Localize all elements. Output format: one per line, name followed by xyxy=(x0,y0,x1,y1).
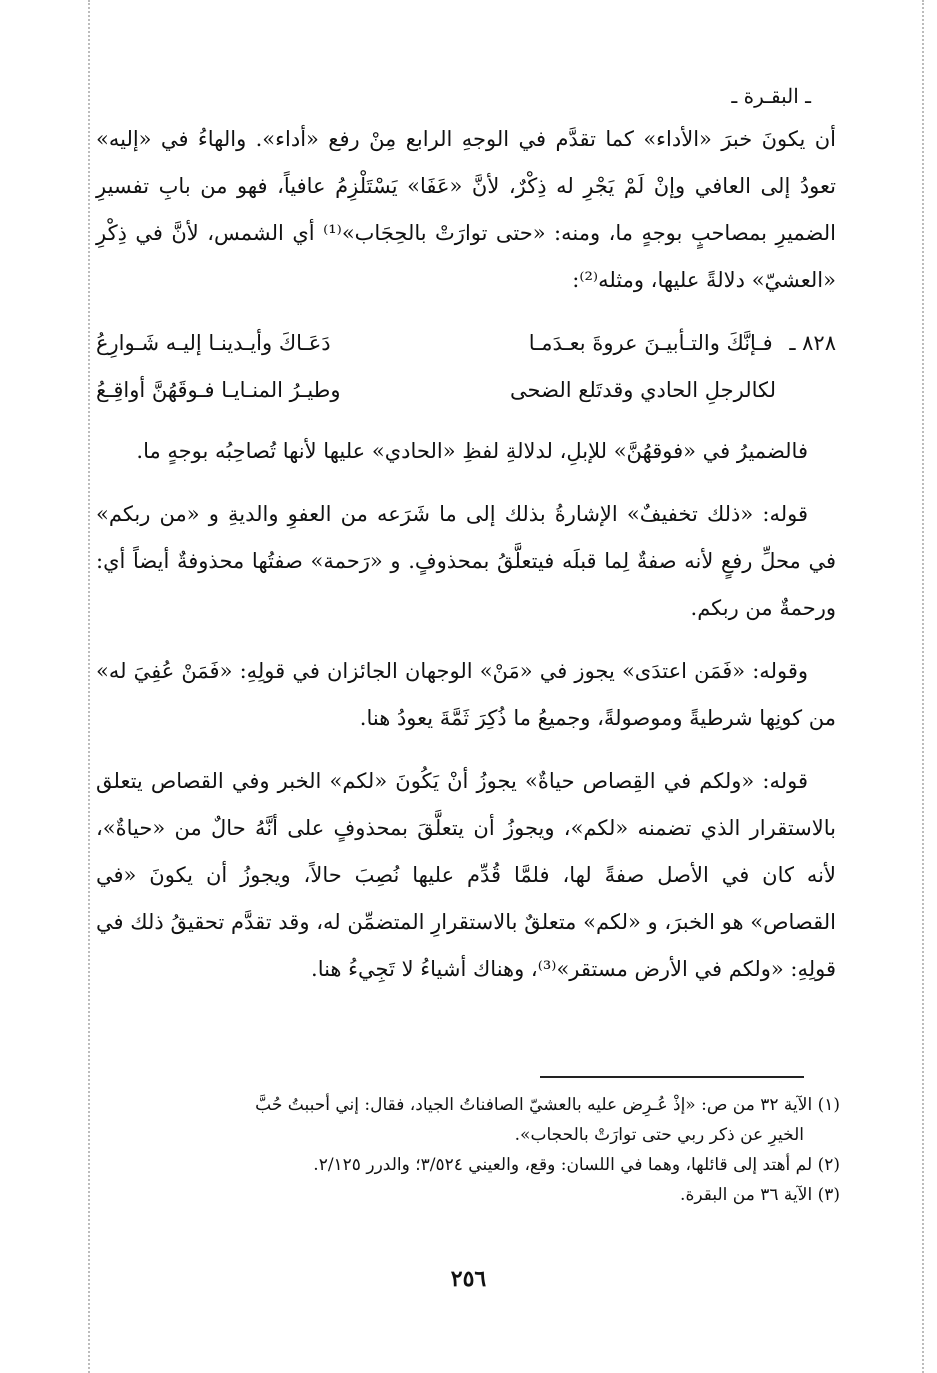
page-number: ٢٥٦ xyxy=(450,1266,487,1292)
paragraph-1: أن يكونَ خبرَ «الأداء» كما تقدَّم في الوجهِ الرابع مِنْ رفع «أداء». والهاءُ في «إليه» تعودُ إلى العافي وإنْ لَمْ يَجْرِ له ذِكْرٌ، لأنَّ «عَفَا» يَسْتَلْزِمُ عافياً، فهو من بابِ تفسيرِ الضميرِ بمصاحبٍ بوجهٍ ما، ومنه: «حتى توارَتْ بالحِجَاب»⁽¹⁾ أي الشمس، لأنَّ في ذِكْرِ «العشيّ» دلالةً عليها، ومثله⁽²⁾: xyxy=(96,127,836,292)
footnote-2: (٢) لم أهتد إلى قائلها، وهما في اللسان: وقع، والعيني ٣/٥٢٤؛ والدرر ٢/١٢٥. xyxy=(313,1155,840,1175)
verse-line-1 xyxy=(96,320,836,367)
footnote-1: (١) الآية ٣٢ من ص: «إذْ عُـرِض عليه بالعشيّ الصافناتُ الجياد، فقال: إني أحببتُ حُبَّ xyxy=(255,1095,840,1115)
running-header: ـ البقـرة ـ xyxy=(731,84,811,108)
poetry-verse xyxy=(96,320,836,414)
footnote-separator xyxy=(540,1076,804,1078)
verse-line-2 xyxy=(96,367,836,414)
paragraph-3: قوله: «ذلك تخفيفٌ» الإشارةُ بذلك إلى ما شَرَعه من العفوِ والديةِ و «من ربكم» في محلِّ رفعٍ لأنه صفةٌ لِما قبلَه فيتعلَّقُ بمحذوفٍ. و «رَحمة» صفتُها محذوفةٌ أيضاً أي: ورحمةٌ من ربكم. xyxy=(96,502,836,620)
verse-hemistich-2a: لكالرجلِ الحادي وقدتَلع الضحى xyxy=(510,378,776,402)
main-text xyxy=(96,116,836,1009)
paragraph-2: فالضميرُ في «فوقهُنَّ» للإبلِ، لدلالةِ لفظِ «الحادي» عليها لأنها تُصاحِبُه بوجهٍ ما. xyxy=(136,439,808,463)
verse-number: ٨٢٨ ـ xyxy=(789,331,836,355)
footnotes xyxy=(150,1090,840,1210)
footnote-1-continued: الخيرِ عن ذكر ربي حتى توارَتْ بالحجاب». xyxy=(514,1125,804,1145)
paragraph-4: وقوله: «فَمَن اعتدَى» يجوز في «مَنْ» الوجهان الجائزان في قولِهِ: «فَمَنْ عُفِيَ له» من كونِها شرطيةً وموصولةً، وجميعُ ما ذُكِرَ ثَمَّةَ يعودُ هنا. xyxy=(96,659,836,730)
scan-edge-left xyxy=(88,0,90,1373)
verse-hemistich-1a: فـإنَّكَ والتـأبيـنَ عروةَ بعـدَمـا xyxy=(528,331,773,355)
scan-edge-right xyxy=(922,0,924,1373)
paragraph-5: قوله: «ولكم في القِصاص حياةٌ» يجوزُ أنْ يَكُونَ «لكم» الخبر وفي القصاص يتعلق بالاستقرار الذي تضمنه «لكم»، ويجوزُ أن يتعلَّقَ بمحذوفٍ على أنَّهُ حالٌ من «حياةٌ»، لأنه كان في الأصل صفةً لها، فلمَّا قُدِّم عليها نُصِبَ حالاً، ويجوزُ أن يكونَ «في القصاص» هو الخبرَ، و «لكم» متعلقٌ بالاستقرارِ المتضمِّن له، وقد تقدَّم تحقيقُ ذلك في قولِهِ: «ولكم في الأرض مستقر»⁽³⁾، وهناك أشياءُ لا تَجِيءُ هنا. xyxy=(96,769,837,981)
footnote-3: (٣) الآية ٣٦ من البقرة. xyxy=(680,1185,840,1205)
verse-hemistich-1b: دَعَـاكَ وأيـدينـا إليـه شَـوارِعُ xyxy=(96,331,331,355)
verse-hemistich-2b: وطيـرُ المنـايـا فـوقَهُنَّ أواقِـعُ xyxy=(96,378,341,402)
